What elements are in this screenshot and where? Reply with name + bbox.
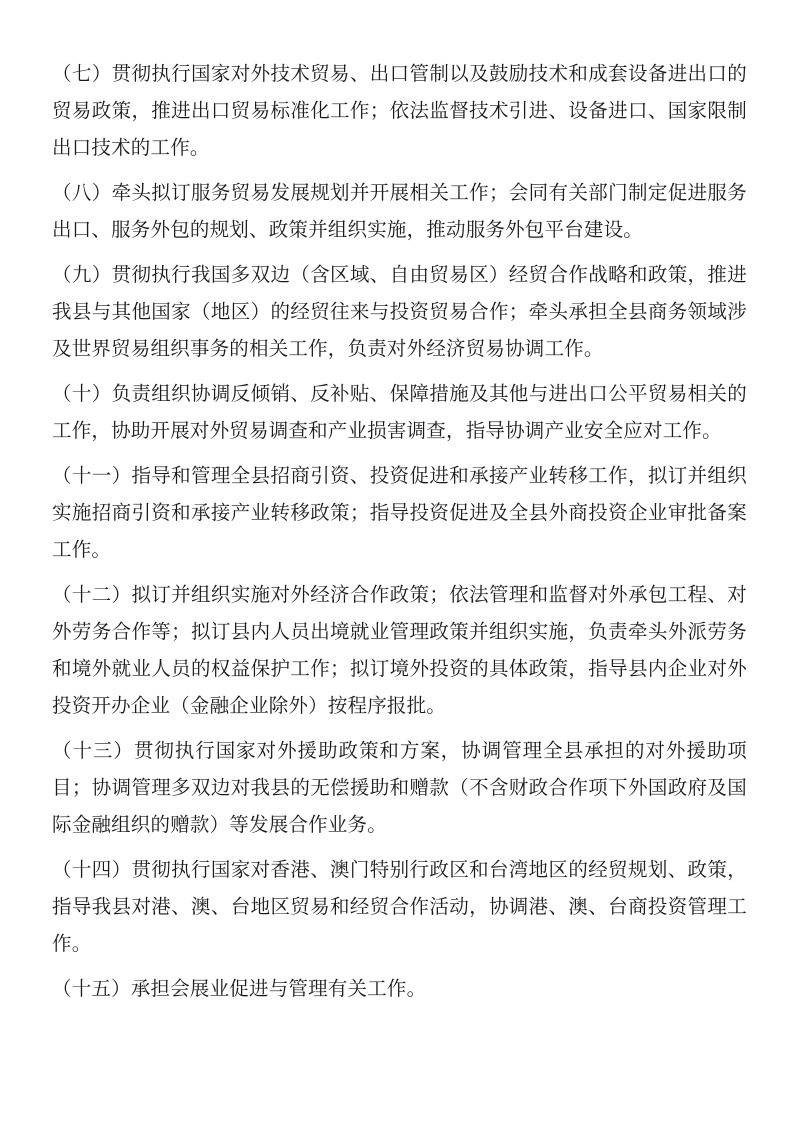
paragraph-9: （九）贯彻执行我国多双边（含区域、自由贸易区）经贸合作战略和政策，推进我县与其他国家（地区）的经贸往来与投资贸易合作；牵头承担全县商务领域涉及世界贸易组织事务的相关工作，负责对外经济贸易协调工作。 (52, 263, 747, 360)
paragraph-8: （八）牵头拟订服务贸易发展规划并开展相关工作；会同有关部门制定促进服务出口、服务外包的规划、政策并组织实施，推动服务外包平台建设。 (52, 181, 747, 241)
paragraph-15: （十五）承担会展业促进与管理有关工作。 (52, 977, 427, 1000)
document-body (52, 55, 747, 1015)
paragraph-13: （十三）贯彻执行国家对外援助政策和方案，协调管理全县承担的对外援助项目；协调管理多双边对我县的无偿援助和赠款（不含财政合作项下外国政府及国际金融组织的赠款）等发展合作业务。 (52, 739, 747, 836)
paragraph-12: （十二）拟订并组织实施对外经济合作政策；依法管理和监督对外承包工程、对外劳务合作等；拟订县内人员出境就业管理政策并组织实施，负责牵头外派劳务和境外就业人员的权益保护工作；拟订境外投资的具体政策，指导县内企业对外投资开办企业（金融企业除外）按程序报批。 (52, 583, 747, 717)
paragraph-11: （十一）指导和管理全县招商引资、投资促进和承接产业转移工作，拟订并组织实施招商引资和承接产业转移政策；指导投资促进及全县外商投资企业审批备案工作。 (52, 464, 747, 561)
paragraph-14: （十四）贯彻执行国家对香港、澳门特别行政区和台湾地区的经贸规划、政策，指导我县对港、澳、台地区贸易和经贸合作活动，协调港、澳、台商投资管理工作。 (52, 858, 747, 955)
paragraph-7: （七）贯彻执行国家对外技术贸易、出口管制以及鼓励技术和成套设备进出口的贸易政策，推进出口贸易标准化工作；依法监督技术引进、设备进口、国家限制出口技术的工作。 (52, 62, 747, 159)
paragraph-10: （十）负责组织协调反倾销、反补贴、保障措施及其他与进出口公平贸易相关的工作，协助开展对外贸易调查和产业损害调查，指导协调产业安全应对工作。 (52, 382, 747, 442)
